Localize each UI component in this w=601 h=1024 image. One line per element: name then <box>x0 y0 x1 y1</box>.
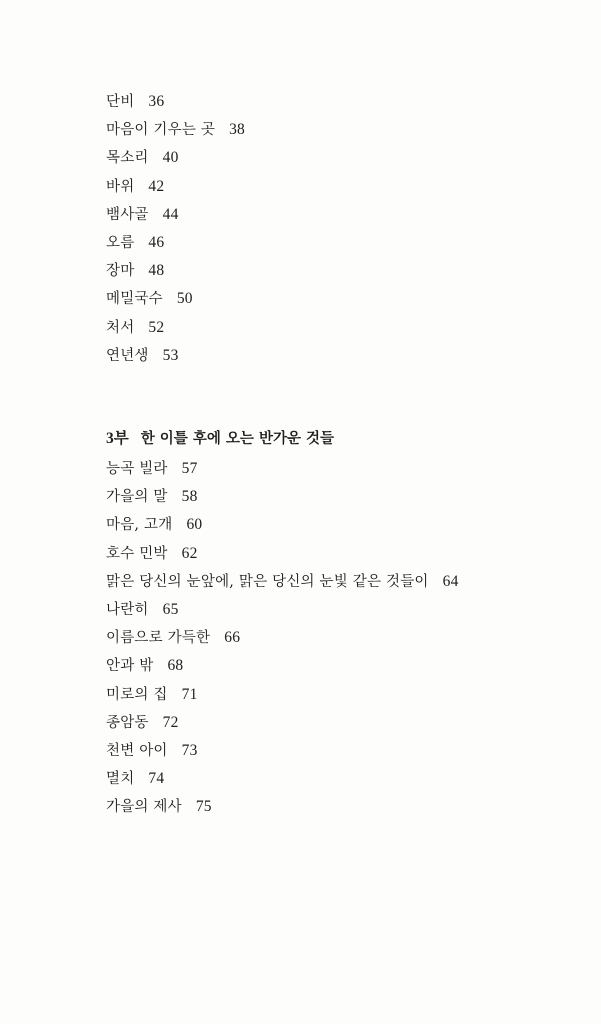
entry-page-number: 38 <box>229 121 245 139</box>
toc-entry[interactable] <box>106 257 576 285</box>
toc-entry[interactable] <box>106 737 576 765</box>
entry-title: 맑은 당신의 눈앞에, 맑은 당신의 눈빛 같은 것들이 <box>106 573 429 590</box>
entry-page-number: 44 <box>162 205 179 223</box>
toc-entry[interactable] <box>106 229 576 257</box>
entry-page-number: 46 <box>148 233 165 251</box>
toc-entry[interactable] <box>106 793 576 821</box>
entry-title: 연년생 <box>106 347 149 364</box>
entry-page-number: 75 <box>195 798 212 816</box>
entry-title: 오름 <box>106 234 135 251</box>
entry-page-number: 60 <box>186 516 203 534</box>
entry-title: 가을의 말 <box>106 489 168 506</box>
entry-page-number: 40 <box>162 149 179 167</box>
entry-title: 가을의 제사 <box>106 799 182 816</box>
toc-entry[interactable] <box>106 285 576 313</box>
toc-entry[interactable] <box>106 511 576 539</box>
entry-page-number: 65 <box>162 600 179 618</box>
toc-entry[interactable] <box>106 681 576 709</box>
entry-page-number: 52 <box>148 318 165 336</box>
part-number: 3부 <box>106 430 129 447</box>
toc-list-part2 <box>106 88 576 370</box>
entry-title: 멸치 <box>106 771 135 788</box>
toc-entry[interactable] <box>106 173 576 201</box>
toc-entry[interactable] <box>106 652 576 680</box>
entry-title: 바위 <box>106 178 135 195</box>
entry-title: 처서 <box>106 319 135 336</box>
entry-title: 미로의 집 <box>106 686 168 703</box>
entry-page-number: 58 <box>181 488 198 506</box>
entry-page-number: 50 <box>176 290 193 308</box>
toc-entry[interactable] <box>106 116 576 144</box>
toc-entry[interactable] <box>106 624 576 652</box>
entry-page-number: 36 <box>148 93 165 110</box>
entry-page-number: 53 <box>162 346 179 364</box>
entry-title: 이름으로 가득한 <box>106 630 211 647</box>
entry-page-number: 66 <box>224 629 241 647</box>
entry-page-number: 42 <box>148 177 165 195</box>
toc-entry[interactable] <box>106 144 576 172</box>
toc-entry[interactable] <box>106 314 576 342</box>
toc-entry[interactable] <box>106 483 576 511</box>
entry-title: 종암동 <box>106 714 149 731</box>
toc-entry[interactable] <box>106 596 576 624</box>
entry-page-number: 48 <box>148 262 165 280</box>
entry-title: 능곡 빌라 <box>106 461 168 477</box>
entry-page-number: 73 <box>181 741 198 759</box>
toc-entry[interactable] <box>106 88 576 116</box>
entry-page-number: 71 <box>181 685 198 703</box>
entry-title: 메밀국수 <box>106 291 163 308</box>
entry-page-number: 64 <box>442 572 459 590</box>
part-title: 한 이틀 후에 오는 반가운 것들 <box>140 430 335 447</box>
toc-entry[interactable] <box>106 201 576 229</box>
entry-page-number: 72 <box>162 713 179 731</box>
entry-title: 나란히 <box>106 601 149 618</box>
entry-title: 천변 아이 <box>106 742 168 759</box>
entry-title: 단비 <box>106 94 135 110</box>
entry-page-number: 57 <box>181 460 198 477</box>
toc-entry[interactable] <box>106 540 576 568</box>
entry-title: 안과 밖 <box>106 658 154 675</box>
entry-title: 호수 민박 <box>106 545 168 562</box>
toc-entry[interactable] <box>106 342 576 370</box>
entry-title: 뱀사골 <box>106 206 149 223</box>
entry-title: 마음, 고개 <box>106 517 173 534</box>
toc-entry[interactable] <box>106 765 576 793</box>
entry-page-number: 74 <box>148 770 165 788</box>
toc-list-part3 <box>106 455 576 821</box>
part-heading <box>106 425 334 453</box>
entry-title: 장마 <box>106 263 135 280</box>
toc-entry[interactable] <box>106 455 576 483</box>
toc-entry[interactable] <box>106 568 576 596</box>
entry-title: 목소리 <box>106 150 149 167</box>
entry-title: 마음이 기우는 곳 <box>106 122 216 139</box>
entry-page-number: 62 <box>181 544 198 562</box>
entry-page-number: 68 <box>167 657 184 675</box>
toc-entry[interactable] <box>106 709 576 737</box>
